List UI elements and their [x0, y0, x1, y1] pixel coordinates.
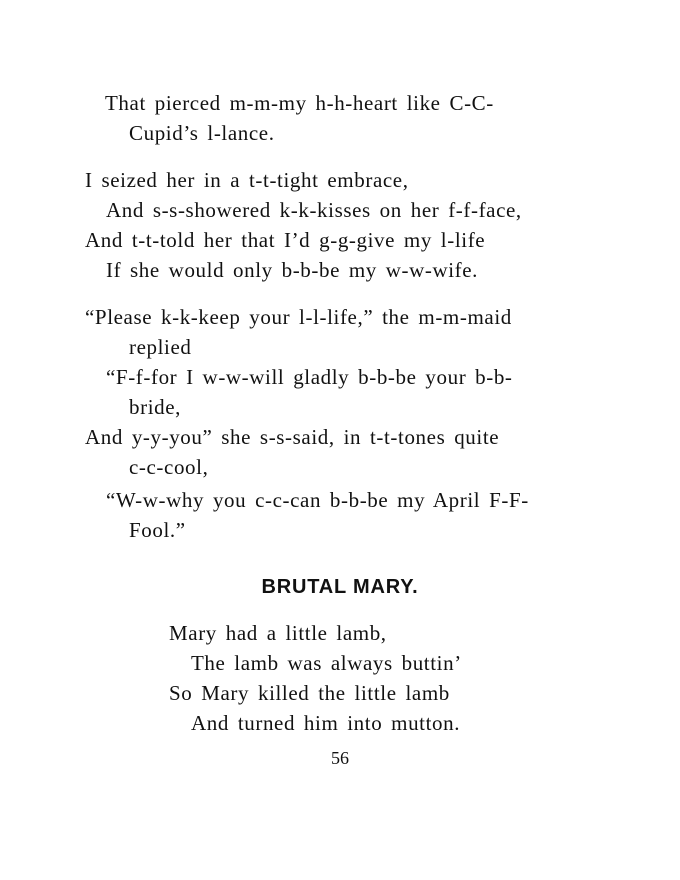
poem-line: “Please k-k-keep your l-l-life,” the m-m-maid: [85, 305, 512, 329]
page-number: 56: [331, 748, 349, 768]
poem-line: c-c-cool,: [129, 455, 209, 479]
poem-line: That pierced m-m-my h-h-heart like C-C-: [105, 91, 494, 115]
poem-line: And t-t-told her that I’d g-g-give my l-life: [85, 228, 486, 252]
poem-line: I seized her in a t-t-tight embrace,: [85, 168, 409, 192]
brutal-mary-line: And turned him into mutton.: [191, 711, 461, 735]
section-title: BRUTAL MARY.: [261, 576, 419, 598]
poem-line: Cupid’s l-lance.: [129, 121, 275, 145]
brutal-mary-line: Mary had a little lamb,: [169, 621, 387, 645]
poem-line: “F-f-for I w-w-will gladly b-b-be your b-b-: [106, 365, 513, 389]
poem-line: If she would only b-b-be my w-w-wife.: [106, 258, 479, 282]
poem-line: “W-w-why you c-c-can b-b-be my April F-F-: [106, 488, 529, 512]
poem-line: Fool.”: [129, 518, 186, 542]
poem-line: replied: [129, 335, 192, 359]
poem-line: And s-s-showered k-k-kisses on her f-f-face,: [106, 198, 522, 222]
poem-line: And y-y-you” she s-s-said, in t-t-tones quite: [85, 425, 500, 449]
poem-line: bride,: [129, 395, 181, 419]
brutal-mary-line: So Mary killed the little lamb: [169, 681, 450, 705]
brutal-mary-line: The lamb was always buttin’: [191, 651, 462, 675]
